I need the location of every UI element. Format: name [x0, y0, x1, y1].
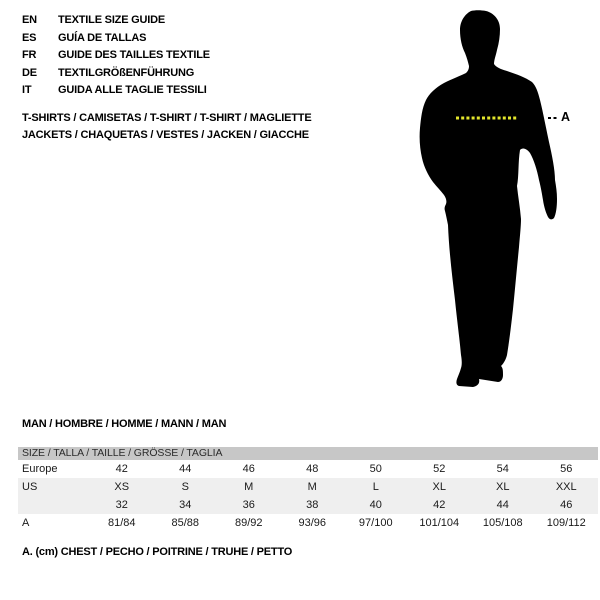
chest-measure-label-a: A: [561, 110, 571, 124]
row-label-a: A: [22, 517, 30, 529]
size-cell: XL: [496, 481, 510, 493]
size-cell: 50: [369, 463, 382, 475]
language-code: DE: [22, 66, 37, 79]
table-row-chest-cm: [18, 514, 598, 532]
size-table: [18, 447, 598, 532]
language-code: EN: [22, 14, 37, 26]
size-cell: 46: [560, 499, 573, 511]
size-cell: M: [244, 481, 254, 493]
size-cell: XL: [432, 481, 446, 493]
language-code: ES: [22, 31, 37, 44]
man-silhouette: [405, 0, 600, 410]
language-title: TEXTILE SIZE GUIDE: [58, 14, 166, 26]
size-cell: 34: [179, 499, 192, 511]
size-cell: 105/108: [482, 517, 523, 529]
size-cell: 109/112: [546, 517, 586, 529]
language-title: GUÍA DE TALLAS: [58, 31, 147, 44]
language-row-fr: [22, 47, 210, 65]
size-cell: L: [372, 481, 379, 493]
size-cell: 52: [433, 463, 446, 475]
size-cell: 56: [560, 463, 573, 475]
row-label-europe: Europe: [22, 463, 58, 475]
table-row-us-numeric: [18, 496, 598, 514]
language-code: FR: [22, 49, 37, 61]
table-row-europe: [18, 460, 598, 478]
size-cell: 81/84: [107, 517, 136, 529]
size-cell: 101/104: [419, 517, 460, 529]
size-cell: 46: [242, 463, 255, 475]
size-cell: 85/88: [171, 517, 200, 529]
language-title: GUIDE DES TAILLES TEXTILE: [58, 49, 210, 61]
size-cell: 38: [306, 499, 319, 511]
size-cell: 54: [496, 463, 509, 475]
size-cell: 44: [496, 499, 509, 511]
size-cell: 89/92: [234, 517, 263, 529]
size-cell: 32: [115, 499, 128, 511]
language-row-es: [22, 30, 210, 48]
language-row-it: [22, 82, 210, 100]
category-line-tshirts: T-SHIRTS / CAMISETAS / T-SHIRT / T-SHIRT / MAGLIETTE: [22, 112, 312, 124]
language-title: GUIDA ALLE TAGLIE TESSILI: [58, 84, 207, 96]
size-cell: 44: [179, 463, 192, 475]
language-row-de: [22, 65, 210, 83]
size-cell: 42: [115, 463, 128, 475]
section-title-man: MAN / HOMBRE / HOMME / MANN / MAN: [22, 418, 227, 430]
category-line-jackets: JACKETS / CHAQUETAS / VESTES / JACKEN / GIACCHE: [22, 129, 309, 141]
language-row-en: [22, 12, 210, 30]
size-cell: XS: [114, 481, 130, 493]
size-cell: XXL: [555, 481, 577, 493]
row-label-us: US: [22, 481, 38, 493]
size-cell: 48: [306, 463, 319, 475]
table-row-us-letters: [18, 478, 598, 496]
size-cell: S: [181, 481, 189, 493]
size-cell: 36: [242, 499, 255, 511]
language-list: [22, 12, 210, 100]
size-cell: 97/100: [358, 517, 393, 529]
size-cell: 42: [433, 499, 446, 511]
size-cell: 40: [369, 499, 382, 511]
row-label-empty: [18, 496, 90, 514]
size-table-header: SIZE / TALLA / TAILLE / GRÖSSE / TAGLIA: [18, 447, 598, 460]
language-code: IT: [22, 84, 32, 96]
size-cell: 93/96: [298, 517, 327, 529]
size-cell: M: [307, 481, 317, 493]
silhouette-body: [420, 10, 557, 387]
language-title: TEXTILGRÖßENFÜHRUNG: [58, 66, 195, 79]
chest-footnote: A. (cm) CHEST / PECHO / POITRINE / TRUHE / PETTO: [22, 546, 293, 558]
garment-categories: [22, 110, 311, 144]
